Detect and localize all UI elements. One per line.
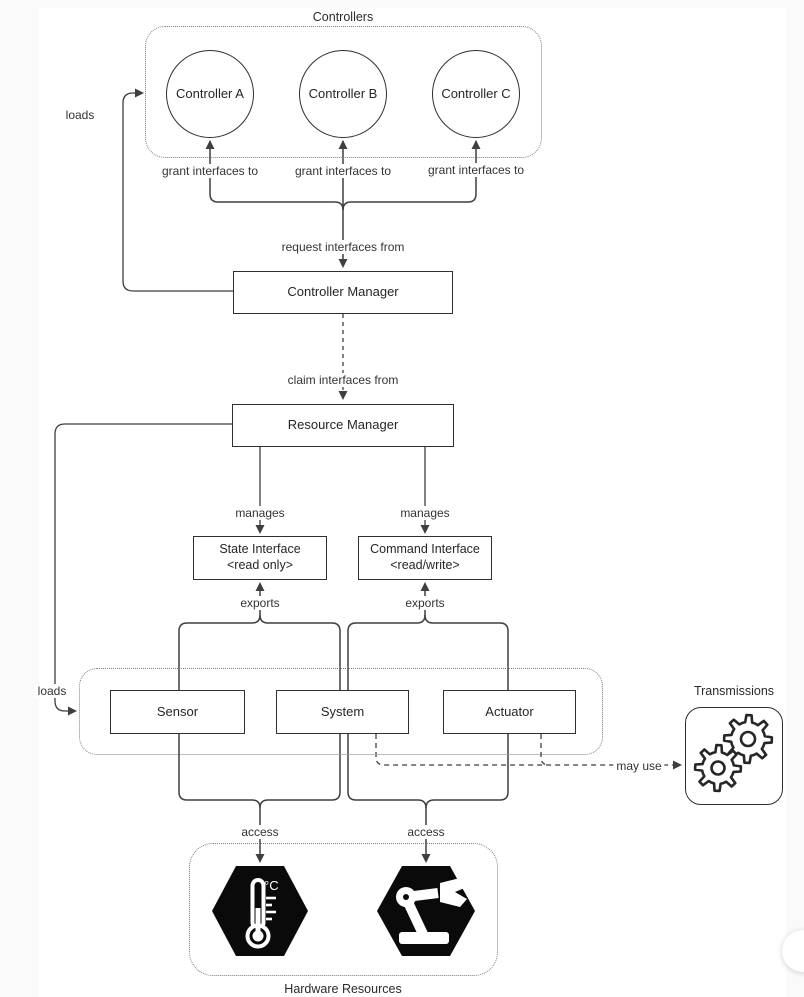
state-interface-mode: <read only> (226, 558, 294, 572)
hardware-resources-group (189, 843, 498, 976)
node-state-interface (193, 536, 327, 580)
edge-label-manages-right: manages (397, 506, 452, 520)
controller-manager-label: Controller Manager (287, 284, 399, 300)
edge-label-manages-left: manages (232, 506, 287, 520)
node-controller-manager (233, 271, 453, 314)
node-controller-b (299, 50, 387, 138)
edge-label-access-right: access (404, 825, 447, 839)
hardware-resources-title: Hardware Resources (284, 982, 402, 996)
edge-label-loads-top: loads (63, 108, 98, 122)
actuator-label: Actuator (485, 703, 534, 719)
edge-label-exports-right: exports (402, 596, 447, 610)
command-interface-mode: <read/write> (390, 558, 460, 572)
edge-label-grant-a: grant interfaces to (159, 164, 261, 178)
state-interface-title: State Interface (219, 542, 301, 557)
edge-label-request: request interfaces from (279, 240, 408, 254)
transmissions-title: Transmissions (693, 684, 775, 698)
node-system (276, 690, 409, 734)
controller-b-label: Controller B (308, 85, 378, 101)
system-label: System (320, 703, 365, 719)
controller-c-label: Controller C (441, 85, 511, 101)
edge-label-exports-left: exports (237, 596, 282, 610)
controllers-group-title: Controllers (312, 10, 374, 24)
sensor-label: Sensor (156, 703, 199, 719)
node-actuator (443, 690, 576, 734)
controller-a-label: Controller A (176, 85, 244, 101)
edge-label-grant-b: grant interfaces to (292, 164, 394, 178)
edge-label-loads-bottom: loads (35, 684, 70, 698)
edge-label-access-left: access (238, 825, 281, 839)
node-sensor (110, 690, 245, 734)
edge-label-claim: claim interfaces from (285, 373, 402, 387)
edge-label-grant-c: grant interfaces to (425, 163, 527, 177)
temperature-unit-label: °C (264, 878, 279, 893)
node-command-interface (358, 536, 492, 580)
node-resource-manager (232, 404, 454, 447)
command-interface-title: Command Interface (370, 542, 480, 557)
edge-label-may-use: may use (613, 759, 664, 773)
node-transmissions (685, 707, 783, 805)
node-controller-a (166, 50, 254, 138)
node-controller-c (432, 50, 520, 138)
resource-manager-label: Resource Manager (287, 417, 399, 433)
